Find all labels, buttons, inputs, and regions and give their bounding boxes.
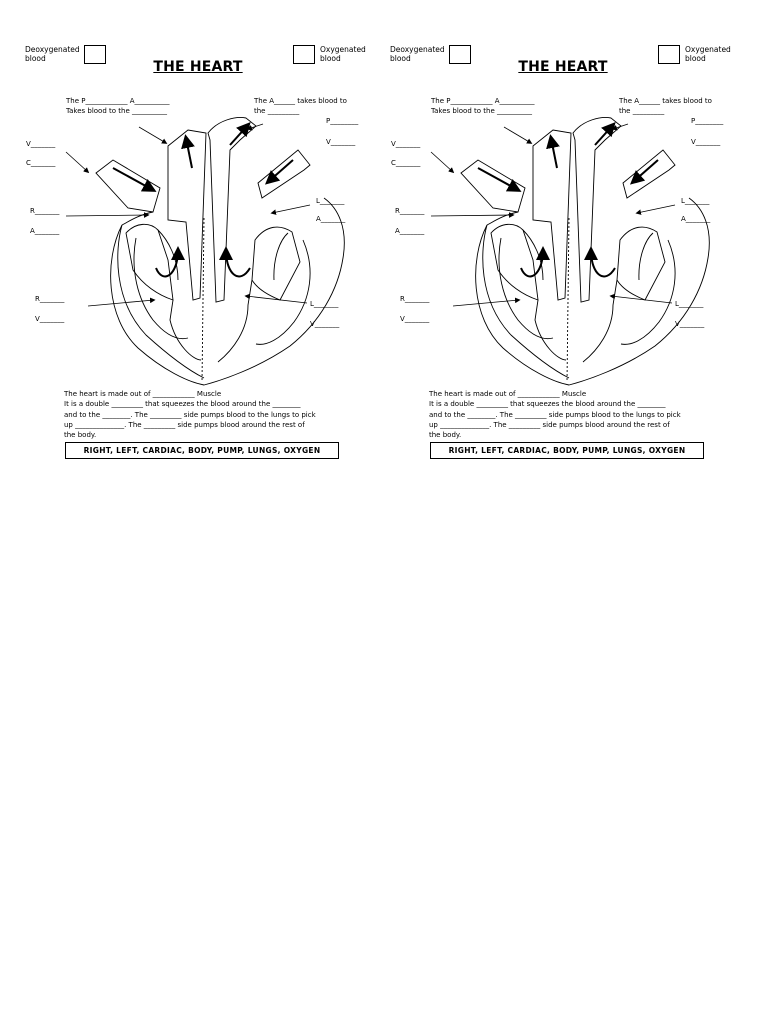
paragraph-line: up ______________. The _________ side pumps blood around the rest of <box>429 420 670 429</box>
worksheet-right <box>383 0 743 470</box>
label-r-left-mid: R_______ <box>395 207 425 215</box>
pulmonary-artery <box>533 130 571 300</box>
legend-deoxygenated-label: Deoxygenated blood <box>390 45 445 63</box>
label-v-left-low: V_______ <box>35 315 65 323</box>
label-aorta: The A______ takes blood to <box>254 97 347 105</box>
flow-arrow-pulmonary <box>551 138 557 168</box>
label-c-left: C_______ <box>391 159 421 167</box>
label-p: P________ <box>326 117 359 125</box>
flow-arrow-left-valve <box>591 250 615 276</box>
paragraph-line: It is a double _________ that squeezes the blood around the ________ <box>429 400 666 409</box>
flow-arrow-right-valve <box>156 250 178 276</box>
flow-arrow-pulmonary-vein <box>633 160 658 182</box>
label-l-right-low: L_______ <box>675 300 704 308</box>
paragraph-line: up ______________. The _________ side pumps blood around the rest of <box>64 420 305 429</box>
left-atrium-wall <box>252 227 300 300</box>
heart-outline <box>111 198 345 385</box>
aorta <box>208 118 256 302</box>
page-title: THE HEART <box>153 59 243 75</box>
label-takes-blood-to: Takes blood to the __________ <box>66 107 167 115</box>
label-a-left-mid: A_______ <box>395 227 425 235</box>
label-v-left-low: V_______ <box>400 315 430 323</box>
flow-arrow-vena-cava <box>113 168 153 190</box>
label-l-right-low: L_______ <box>310 300 339 308</box>
label-v-left-top: V_______ <box>391 140 421 148</box>
vena-cava <box>96 160 160 212</box>
pulmonary-vein <box>623 150 675 198</box>
left-atrium-wall <box>617 227 665 300</box>
label-c-left: C_______ <box>26 159 56 167</box>
flow-arrow-pulmonary <box>186 138 192 168</box>
label-v-right-top: V_______ <box>691 138 721 146</box>
fill-in-paragraph <box>64 389 354 440</box>
label-takes-blood-to: Takes blood to the __________ <box>431 107 532 115</box>
label-r-left-mid: R_______ <box>30 207 60 215</box>
label-r-left-low: R_______ <box>400 295 430 303</box>
label-pulmonary-artery: The P____________ A__________ <box>431 97 535 105</box>
label-v-right-top: V_______ <box>326 138 356 146</box>
label-l-right-mid: L_______ <box>316 197 345 205</box>
label-aorta: The A______ takes blood to <box>619 97 712 105</box>
paragraph-line: the body. <box>429 431 462 440</box>
pulmonary-artery <box>168 130 206 300</box>
label-aorta-dest: the _________ <box>254 107 300 115</box>
label-a-right-mid: A_______ <box>316 215 346 223</box>
label-pulmonary-artery: The P____________ A__________ <box>66 97 170 105</box>
heart-diagram <box>18 0 378 390</box>
right-atrium-wall <box>491 224 538 300</box>
paragraph-line: It is a double _________ that squeezes the blood around the ________ <box>64 400 301 409</box>
paragraph-line: the body. <box>64 431 97 440</box>
page-title: THE HEART <box>518 59 608 75</box>
heart-diagram <box>383 0 743 390</box>
label-aorta-dest: the _________ <box>619 107 665 115</box>
flow-arrow-vena-cava <box>478 168 518 190</box>
label-a-right-mid: A_______ <box>681 215 711 223</box>
label-v-right-low: V_______ <box>310 320 340 328</box>
vena-cava <box>461 160 525 212</box>
flow-arrow-pulmonary-vein <box>268 160 293 182</box>
flow-arrow-right-valve <box>521 250 543 276</box>
label-v-right-low: V_______ <box>675 320 705 328</box>
flow-arrow-left-valve <box>226 250 250 276</box>
pulmonary-vein <box>258 150 310 198</box>
label-p: P________ <box>691 117 724 125</box>
paragraph-line: The heart is made out of ____________ Muscle <box>64 390 222 398</box>
paragraph-line: and to the ________. The _________ side pumps blood to the lungs to pick <box>64 410 316 419</box>
right-atrium-wall <box>126 224 173 300</box>
heart-outline <box>476 198 710 385</box>
word-bank: RIGHT, LEFT, CARDIAC, BODY, PUMP, LUNGS, OXYGEN <box>430 442 704 459</box>
legend-oxygenated-label: Oxygenated blood <box>320 45 366 63</box>
worksheet-left <box>18 0 378 470</box>
aorta <box>573 118 621 302</box>
label-l-right-mid: L_______ <box>681 197 710 205</box>
word-bank: RIGHT, LEFT, CARDIAC, BODY, PUMP, LUNGS, OXYGEN <box>65 442 339 459</box>
legend-oxygenated-label: Oxygenated blood <box>685 45 731 63</box>
paragraph-line: and to the ________. The _________ side pumps blood to the lungs to pick <box>429 410 681 419</box>
legend-deoxygenated-label: Deoxygenated blood <box>25 45 80 63</box>
label-r-left-low: R_______ <box>35 295 65 303</box>
fill-in-paragraph <box>429 389 719 440</box>
label-a-left-mid: A_______ <box>30 227 60 235</box>
label-v-left-top: V_______ <box>26 140 56 148</box>
paragraph-line: The heart is made out of ____________ Muscle <box>429 390 587 398</box>
